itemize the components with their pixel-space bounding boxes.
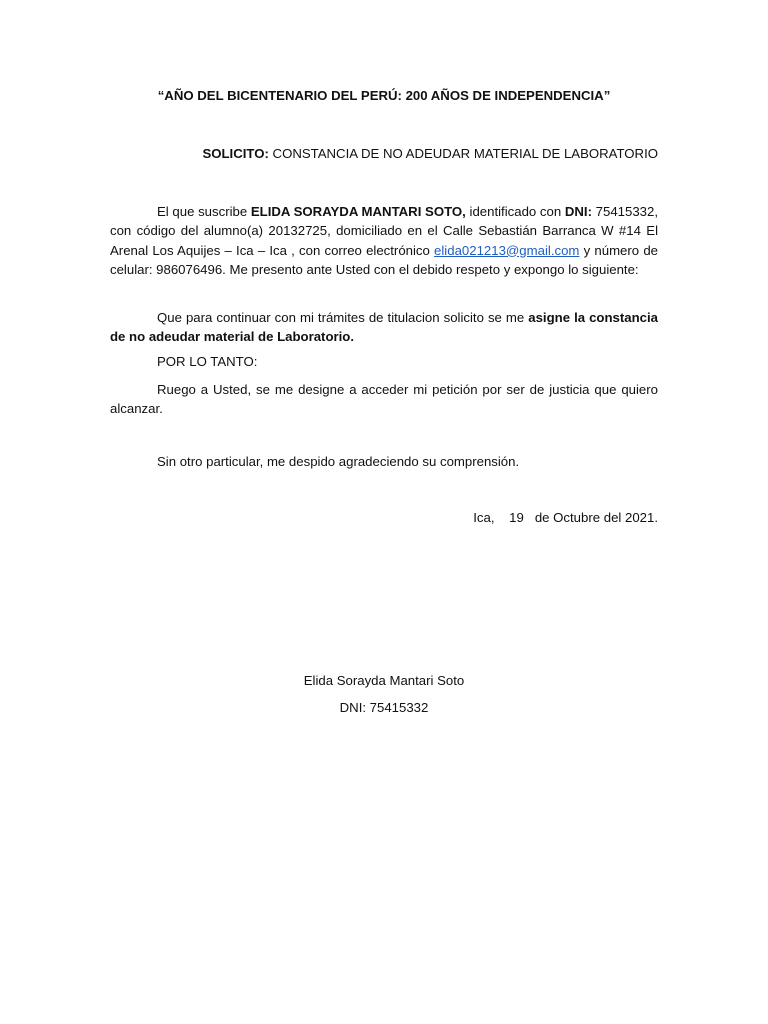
dni-label: DNI: — [564, 204, 592, 219]
paragraph-identification: El que suscribe ELIDA SORAYDA MANTARI SOTO, identificado con DNI: 75415332, con código del alumno(a) 20132725, domiciliado en el Calle Sebastián Barranca W #14 El Arenal Los Aquijes – Ica – Ica , con correo electrónico elida021213@gmail.com y número de celular: 986076496. Me presento ante Usted con el debido respeto y expongo lo siguiente: — [110, 204, 658, 277]
applicant-name: ELIDA SORAYDA MANTARI SOTO, — [250, 204, 466, 219]
subject-line — [202, 145, 658, 163]
paragraph-plea: Ruego a Usted, se me designe a acceder mi petición por ser de justicia que quiero alcanzar. — [110, 382, 658, 417]
subject-text: CONSTANCIA DE NO ADEUDAR MATERIAL DE LABORATORIO — [268, 146, 658, 161]
therefore-label: POR LO TANTO: — [157, 354, 258, 369]
date-line — [473, 509, 658, 527]
paragraph-request: Que para continuar con mi trámites de titulacion solicito se me asigne la constancia de no adeudar material de Laboratorio. — [110, 310, 658, 345]
email-link[interactable]: elida021213@gmail.com — [434, 242, 580, 258]
request-bold-text: asigne la constancia de no adeudar material de Laboratorio. — [110, 310, 658, 345]
date-month-year: de Octubre del 2021. — [534, 510, 658, 525]
year-motto-heading: “AÑO DEL BICENTENARIO DEL PERÚ: 200 AÑOS DE INDEPENDENCIA” — [157, 88, 611, 103]
signature-name: Elida Sorayda Mantari Soto — [303, 673, 465, 688]
date-day: 19 — [509, 510, 524, 525]
date-city: Ica, — [473, 510, 495, 525]
subject-label: SOLICITO: — [202, 146, 269, 161]
closing-line: Sin otro particular, me despido agradeciendo su comprensión. — [157, 454, 520, 469]
signature-dni: DNI: 75415332 — [339, 700, 429, 715]
